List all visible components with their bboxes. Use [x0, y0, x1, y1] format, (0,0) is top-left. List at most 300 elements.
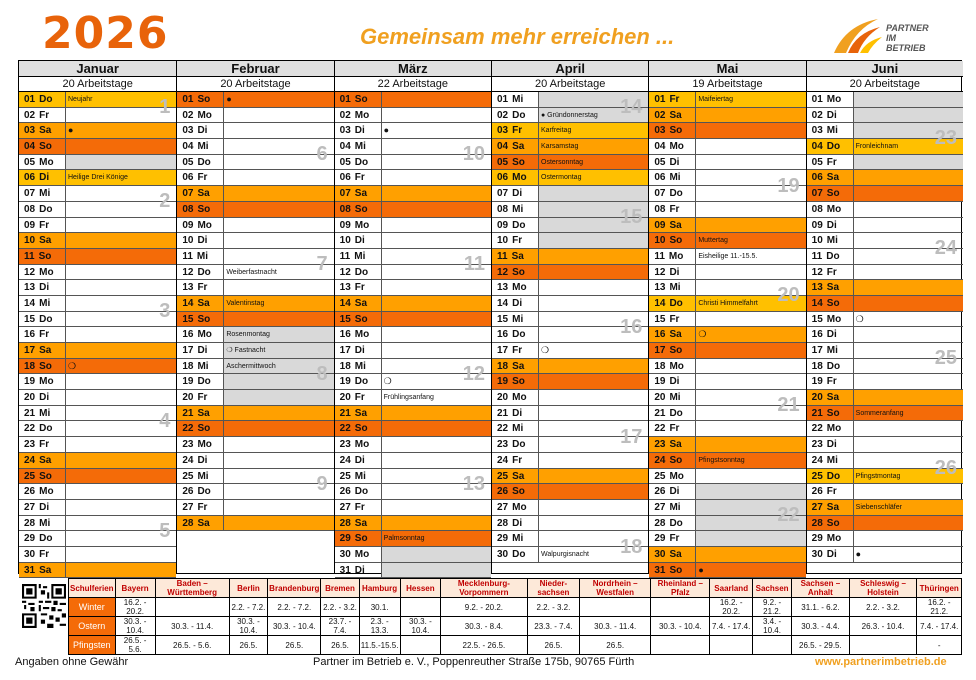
weekday: Sa — [39, 125, 52, 137]
day-number: 11 — [811, 250, 823, 262]
day-number: 25 — [654, 470, 666, 482]
day-number: 09 — [497, 219, 509, 231]
day-row — [177, 406, 333, 422]
holiday-dates: 26.5. — [580, 636, 651, 655]
day-date — [335, 233, 381, 248]
day-number: 04 — [811, 141, 823, 153]
day-row — [807, 155, 963, 171]
weekday: So — [197, 94, 211, 105]
day-number: 24 — [811, 454, 823, 466]
day-note — [65, 484, 176, 499]
day-row — [649, 155, 805, 171]
holiday-dates: 7.4. - 17.4. — [710, 617, 752, 636]
day-date — [335, 186, 381, 201]
weekday: Mo — [39, 486, 54, 498]
day-row — [177, 421, 333, 437]
day-note — [538, 249, 648, 264]
day-number: 25 — [339, 470, 351, 482]
day-date — [492, 531, 538, 546]
day-date — [649, 390, 695, 405]
day-note — [65, 469, 176, 484]
weekday: So — [826, 297, 840, 309]
website-link[interactable]: www.partnerimbetrieb.de — [815, 656, 947, 668]
calendar-week-number: 17 — [620, 425, 643, 448]
day-number: 09 — [339, 219, 351, 231]
day-number: 28 — [811, 517, 823, 529]
day-note — [65, 500, 176, 515]
day-number: 08 — [811, 203, 823, 215]
day-number: 01 — [182, 94, 194, 105]
day-number: 16 — [811, 329, 823, 341]
day-date — [649, 453, 695, 468]
day-number: 12 — [182, 266, 194, 278]
weekday: Fr — [354, 172, 365, 184]
day-row — [807, 390, 963, 406]
day-number: 05 — [497, 156, 509, 168]
day-number: 29 — [811, 533, 823, 545]
weekday: So — [197, 313, 211, 325]
day-note — [538, 186, 648, 201]
day-date — [807, 265, 853, 280]
day-row — [649, 218, 805, 234]
day-row — [492, 123, 648, 139]
holiday-dates: 2.2. - 3.2. — [321, 598, 359, 617]
day-date — [177, 139, 223, 154]
day-note — [695, 531, 805, 546]
day-number: 07 — [654, 188, 666, 200]
day-note — [381, 563, 491, 578]
day-number: 22 — [654, 423, 666, 435]
weekday: Mo — [512, 501, 527, 513]
weekday: Mo — [669, 141, 684, 153]
day-number: 30 — [497, 548, 509, 560]
day-row — [177, 390, 333, 406]
day-row — [335, 563, 491, 579]
day-date — [649, 186, 695, 201]
holiday-dates: 22.5. - 26.5. — [441, 636, 527, 655]
day-row — [649, 139, 805, 155]
day-row — [807, 92, 963, 108]
holiday-period-label: Ostern — [69, 617, 116, 636]
day-date — [492, 359, 538, 374]
day-note — [223, 421, 333, 436]
day-note — [695, 547, 805, 562]
day-row — [335, 312, 491, 328]
day-date — [649, 233, 695, 248]
weekday: Mi — [354, 250, 366, 262]
day-number: 08 — [182, 203, 194, 215]
day-row — [335, 390, 491, 406]
day-date — [807, 406, 853, 421]
day-number: 28 — [497, 517, 509, 529]
weekday: Mo — [197, 439, 212, 451]
day-date — [19, 218, 65, 233]
weekday: Fr — [512, 125, 523, 137]
weekday: Mi — [197, 470, 209, 482]
day-note: Ostermontag — [538, 170, 648, 185]
day-row — [807, 374, 963, 390]
day-date — [177, 265, 223, 280]
day-number: 02 — [497, 109, 509, 121]
day-note — [65, 563, 176, 578]
day-date — [649, 484, 695, 499]
day-number: 21 — [654, 407, 666, 419]
weekday: Do — [512, 439, 526, 451]
day-note: ❍ — [695, 327, 805, 342]
day-number: 17 — [339, 345, 351, 356]
weekday: Do — [39, 423, 53, 435]
weekday: So — [826, 188, 840, 200]
day-number: 08 — [497, 203, 509, 215]
day-row — [177, 170, 333, 186]
day-date — [335, 343, 381, 358]
day-date — [19, 359, 65, 374]
calendar-week-number: 15 — [620, 205, 643, 228]
day-date — [649, 139, 695, 154]
holiday-period-label: Pfingsten — [69, 636, 116, 655]
month-name: Februar — [177, 61, 333, 77]
day-row — [492, 280, 648, 296]
day-row — [177, 327, 333, 343]
day-note: ● — [223, 92, 333, 107]
day-date — [807, 421, 853, 436]
day-number: 30 — [654, 548, 666, 560]
day-date — [492, 437, 538, 452]
day-row — [19, 265, 176, 281]
day-number: 14 — [182, 297, 194, 309]
day-number: 03 — [497, 125, 509, 137]
day-date — [335, 421, 381, 436]
day-number: 01 — [24, 94, 36, 105]
day-number: 19 — [654, 376, 666, 388]
weekday: Do — [826, 250, 840, 262]
weekday: Di — [512, 407, 523, 419]
day-row — [649, 312, 805, 328]
day-row — [492, 374, 648, 390]
holiday-dates: 30.3. - 8.4. — [441, 617, 527, 636]
day-date — [335, 437, 381, 452]
weekday: Fr — [354, 282, 365, 294]
day-note — [223, 516, 333, 531]
weekday: Di — [826, 439, 837, 451]
weekday: Mo — [354, 329, 370, 341]
day-row — [807, 500, 963, 516]
day-note — [65, 547, 176, 562]
day-row — [19, 343, 176, 359]
day-note — [538, 280, 648, 295]
day-note: Siebenschläfer — [853, 500, 963, 515]
state-header: Mecklenburg-Vorpommern — [441, 579, 527, 598]
day-row — [492, 249, 648, 265]
calendar-week-number: 22 — [777, 504, 800, 527]
weekday: Di — [354, 345, 365, 356]
day-row — [19, 469, 176, 485]
day-date — [177, 92, 223, 107]
weekday: Fr — [39, 109, 50, 121]
day-row — [649, 484, 805, 500]
month-name: März — [335, 61, 491, 77]
weekday: Mo — [512, 172, 527, 184]
day-row — [19, 547, 176, 563]
day-row — [492, 453, 648, 469]
day-row — [492, 139, 648, 155]
day-number: 11 — [24, 250, 35, 262]
day-number: 27 — [339, 501, 351, 513]
day-date — [19, 139, 65, 154]
day-number: 07 — [24, 188, 36, 200]
day-row — [335, 170, 491, 186]
day-date — [19, 421, 65, 436]
holiday-period-row — [69, 598, 962, 617]
day-number: 14 — [339, 297, 351, 309]
day-date — [807, 170, 853, 185]
day-number: 17 — [24, 345, 36, 356]
day-number: 31 — [339, 564, 351, 576]
school-holidays-header-row — [69, 579, 962, 598]
day-number: 20 — [24, 392, 36, 404]
weekday: Mi — [826, 235, 838, 247]
weekday: Mo — [826, 423, 842, 435]
day-number: 21 — [497, 407, 509, 419]
weekday: Di — [826, 219, 837, 231]
day-row — [19, 233, 176, 249]
day-number: 06 — [182, 172, 194, 184]
day-date — [492, 406, 538, 421]
day-note — [381, 280, 491, 295]
calendar-grid — [18, 60, 962, 574]
holiday-dates: 9.2. - 21.2. — [752, 598, 791, 617]
calendar-week-number: 6 — [316, 143, 328, 166]
weekday: Sa — [39, 345, 52, 356]
weekday: Do — [826, 141, 841, 153]
day-date — [19, 516, 65, 531]
day-note — [65, 249, 176, 264]
day-note — [223, 406, 333, 421]
day-note: ● — [381, 123, 491, 138]
day-row — [177, 265, 333, 281]
day-note — [65, 437, 176, 452]
day-row — [19, 108, 176, 124]
day-number: 05 — [24, 156, 36, 168]
weekday: So — [512, 266, 525, 278]
day-row — [649, 92, 805, 108]
weekday: Fr — [669, 533, 680, 545]
day-date — [19, 531, 65, 546]
day-note — [695, 312, 805, 327]
day-note — [381, 233, 491, 248]
day-number: 12 — [654, 266, 666, 278]
day-date — [649, 123, 695, 138]
weekday: Do — [512, 219, 526, 231]
day-note: Valentinstag — [223, 296, 333, 311]
day-row — [807, 327, 963, 343]
calendar-week-number: 9 — [316, 472, 328, 495]
day-note — [853, 516, 963, 531]
day-date — [335, 108, 381, 123]
day-note — [65, 327, 176, 342]
day-note: Frühlingsanfang — [381, 390, 491, 405]
day-row — [335, 343, 491, 359]
day-number: 21 — [339, 407, 351, 419]
day-date — [649, 421, 695, 436]
day-row — [19, 421, 176, 437]
day-number: 09 — [182, 219, 194, 231]
weekday: Mo — [197, 219, 212, 231]
day-number: 15 — [497, 313, 509, 325]
day-number: 14 — [497, 297, 509, 309]
weekday: Mo — [512, 392, 527, 404]
day-row — [19, 186, 176, 202]
state-header: Hamburg — [359, 579, 400, 598]
day-note — [538, 500, 648, 515]
day-date — [492, 233, 538, 248]
logo-text-line: PARTNER — [886, 23, 929, 33]
day-number: 04 — [182, 141, 194, 153]
day-date — [177, 155, 223, 170]
weekday: Do — [197, 156, 211, 168]
day-date — [177, 202, 223, 217]
day-row — [19, 280, 176, 296]
day-note — [65, 343, 176, 358]
weekday: Mi — [512, 533, 524, 545]
day-number: 16 — [24, 329, 36, 341]
day-note: Pfingstmontag — [853, 469, 963, 484]
day-date — [335, 516, 381, 531]
weekday: Mi — [512, 203, 524, 215]
weekday: Do — [197, 486, 211, 498]
day-number: 27 — [654, 501, 666, 513]
month-column — [176, 61, 333, 573]
day-date — [492, 92, 538, 107]
day-number: 18 — [182, 360, 194, 372]
calendar-week-number: 13 — [462, 472, 485, 495]
day-date — [335, 312, 381, 327]
day-number: 08 — [654, 203, 666, 215]
day-row — [19, 374, 176, 390]
day-row — [177, 516, 333, 532]
weekday: Mi — [39, 407, 51, 419]
holidays-column-label: Schulferien — [69, 579, 116, 598]
state-header: Brandenburg — [268, 579, 321, 598]
holiday-dates: 2.3. - 13.3. — [359, 617, 400, 636]
weekday: Mo — [39, 376, 54, 388]
day-note: Eisheilige 11.-15.5. — [695, 249, 805, 264]
day-note: Neujahr — [65, 92, 176, 107]
day-number: 26 — [497, 486, 509, 498]
weekday: Mo — [354, 109, 370, 121]
weekday: So — [354, 94, 368, 105]
day-number: 15 — [339, 313, 351, 325]
holiday-dates: 30.1. — [359, 598, 400, 617]
day-number: 26 — [339, 486, 351, 498]
day-note — [223, 500, 333, 515]
weekday: Sa — [669, 439, 682, 451]
weekday: So — [512, 486, 525, 498]
day-row — [335, 453, 491, 469]
holiday-dates: 30.3. - 10.4. — [229, 617, 267, 636]
day-date — [19, 170, 65, 185]
day-row — [177, 186, 333, 202]
day-number: 15 — [811, 313, 823, 325]
day-date — [177, 359, 223, 374]
day-note — [223, 170, 333, 185]
day-note — [695, 469, 805, 484]
day-date — [807, 547, 853, 562]
weekday: Di — [354, 235, 365, 247]
day-note — [695, 202, 805, 217]
holiday-dates: 11.5.-15.5. — [359, 636, 400, 655]
day-date — [807, 500, 853, 515]
weekday: Mi — [354, 141, 366, 153]
day-row — [649, 343, 805, 359]
weekday: Fr — [197, 282, 208, 294]
day-row — [649, 547, 805, 563]
day-row — [19, 531, 176, 547]
partner-im-betrieb-logo — [832, 15, 952, 57]
holiday-dates: 30.3. - 10.4. — [268, 617, 321, 636]
day-note — [65, 280, 176, 295]
day-number: 15 — [24, 313, 36, 325]
calendar-week-number: 23 — [934, 127, 957, 150]
day-number: 10 — [24, 235, 36, 247]
day-note — [65, 139, 176, 154]
calendar-week-number: 21 — [777, 394, 800, 417]
weekday: Mo — [354, 548, 370, 560]
day-row — [335, 500, 491, 516]
day-note — [223, 123, 333, 138]
day-number: 12 — [24, 266, 36, 278]
holiday-dates — [400, 636, 441, 655]
weekday: Mi — [669, 172, 681, 184]
day-row — [492, 170, 648, 186]
day-date — [649, 547, 695, 562]
day-row — [807, 280, 963, 296]
qr-code-icon — [22, 584, 66, 628]
day-date — [492, 484, 538, 499]
day-note — [381, 218, 491, 233]
day-row — [335, 296, 491, 312]
day-row — [649, 108, 805, 124]
day-note: ❍ — [853, 312, 963, 327]
day-note: ❍ — [381, 374, 491, 389]
holiday-dates — [155, 598, 229, 617]
state-header: Berlin — [229, 579, 267, 598]
holiday-dates: 7.4. - 17.4. — [917, 617, 962, 636]
day-note — [853, 155, 963, 170]
workdays-count: 20 Arbeitstage — [177, 77, 333, 92]
day-date — [807, 327, 853, 342]
day-row — [492, 155, 648, 171]
day-date — [335, 547, 381, 562]
day-number: 18 — [811, 360, 823, 372]
day-number: 06 — [654, 172, 666, 184]
day-date — [649, 218, 695, 233]
day-number: 04 — [24, 141, 36, 153]
calendar-week-number: 11 — [463, 253, 485, 275]
day-date — [177, 312, 223, 327]
day-note — [381, 516, 491, 531]
day-row — [649, 123, 805, 139]
day-note — [381, 108, 491, 123]
weekday: Mi — [512, 94, 524, 105]
day-date — [177, 108, 223, 123]
day-date — [335, 500, 381, 515]
holiday-dates: 16.2. - 21.2. — [917, 598, 962, 617]
day-date — [19, 500, 65, 515]
day-row — [335, 516, 491, 532]
day-date — [335, 327, 381, 342]
day-date — [492, 453, 538, 468]
